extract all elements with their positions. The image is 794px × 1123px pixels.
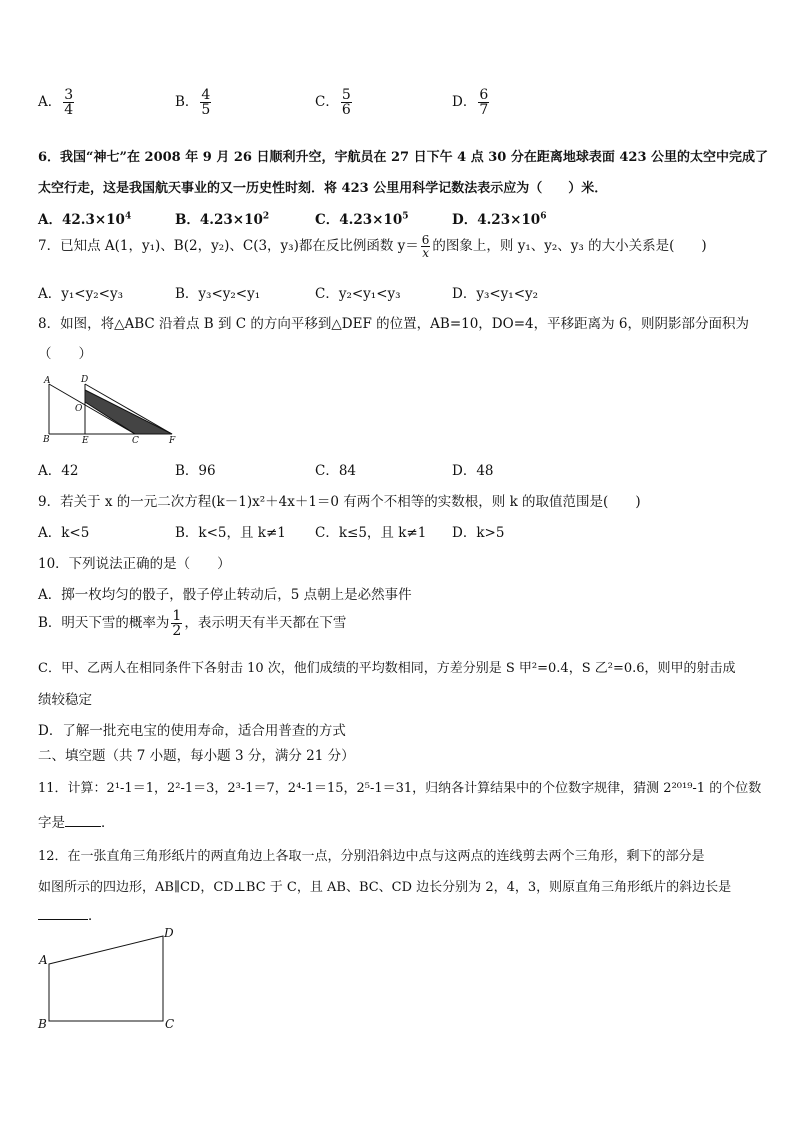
q6-option-d: D．$4.23\times 10^6$ xyxy=(452,211,547,228)
q6-stem-line2: 太空行走，这是我国航天事业的又一历史性时刻．将 423 公里用科学记数法表示应为（ ）米． xyxy=(38,181,608,196)
q8-option-b: B．96 xyxy=(175,463,216,479)
q12-stem-line1: 12．在一张直角三角形纸片的两直角边上各取一点，分别沿斜边中点与这两点的连线剪去两个三角形，剩下的部分是 xyxy=(38,849,705,864)
q8-stem-line1: 8．如图，将△ABC 沿着点 B 到 C 的方向平移到△DEF 的位置，AB=10，DO=4，平移距离为 6，则阴影部分面积为 xyxy=(38,316,749,332)
q8-stem-line2: （ ） xyxy=(38,346,92,362)
q5-option-d: D． $\frac{6}{7}$ xyxy=(452,87,489,118)
label-a: A xyxy=(39,953,48,967)
fraction: $\frac{6}{7}$ xyxy=(479,87,489,118)
label-f: F xyxy=(169,436,176,444)
q12-stem-line2: 如图所示的四边形，AB∥CD，CD⊥BC 于 C，且 AB、BC、CD 边长分别为 2，4，3，则原直角三角形纸片的斜边长是 xyxy=(38,880,732,895)
fraction: $\frac{6}{x}$ xyxy=(421,233,430,260)
q8-option-d: D．48 xyxy=(452,463,494,479)
q7-option-d: D．y₃<y₁<y₂ xyxy=(452,286,539,302)
q12-quadrilateral-figure xyxy=(36,924,184,1036)
label-c: C xyxy=(165,1017,175,1031)
q9-option-a: A．k<5 xyxy=(38,525,90,541)
q9-option-d: D．k>5 xyxy=(452,525,505,541)
fraction: $\frac{4}{5}$ xyxy=(201,87,211,118)
q7-option-c: C．y₂<y₁<y₃ xyxy=(315,286,401,302)
q5-option-c: C． $\frac{5}{6}$ xyxy=(315,87,351,118)
q10-stem: 10．下列说法正确的是（ ） xyxy=(38,556,231,572)
label-o: O xyxy=(75,404,83,414)
q7-option-a: A．y₁<y₂<y₃ xyxy=(38,286,123,302)
label-d: D xyxy=(164,926,174,940)
answer-blank xyxy=(65,826,101,827)
q8-option-a: A．42 xyxy=(38,463,79,479)
q10-option-c-line1: C．甲、乙两人在相同条件下各射击 10 次，他们成绩的平均数相同，方差分别是 S 甲²=0.4，S 乙²=0.6，则甲的射击成 xyxy=(38,661,736,676)
q6-option-b: B．$4.23\times 10^2$ xyxy=(175,211,270,228)
q8-translation-figure xyxy=(38,372,188,444)
fraction: $\frac{5}{6}$ xyxy=(341,87,351,118)
q5-option-b: B． $\frac{4}{5}$ xyxy=(175,87,211,118)
q10-option-a: A．掷一枚均匀的骰子，骰子停止转动后，5 点朝上是必然事件 xyxy=(38,587,412,603)
q8-option-c: C．84 xyxy=(315,463,357,479)
section-title: 二、填空题（共 7 小题，每小题 3 分，满分 21 分） xyxy=(38,748,355,764)
label-b: B xyxy=(43,435,50,444)
q11-stem-line1: 11．计算：2¹-1＝1，2²-1＝3，2³-1＝7，2⁴-1＝15，2⁵-1＝31，归纳各计算结果中的个位数字规律，猜测 2²⁰¹⁹-1 的个位数 xyxy=(38,781,762,796)
label-d: D xyxy=(81,375,89,385)
label-a: A xyxy=(44,376,51,386)
fraction: $\frac{3}{4}$ xyxy=(64,87,74,118)
q6-option-a: A．$42.3\times 10^4$ xyxy=(38,211,132,228)
label-b: B xyxy=(38,1017,47,1031)
label-c: C xyxy=(132,436,139,444)
q9-stem: 9．若关于 x 的一元二次方程(k－1)x²＋4x＋1＝0 有两个不相等的实数根，则 k 的取值范围是( ) xyxy=(38,494,641,510)
answer-blank xyxy=(38,919,88,920)
q5-option-a: A． $\frac{3}{4}$ xyxy=(38,87,74,118)
q6-stem-line1: 6．我国“神七”在 2008 年 9 月 26 日顺利升空，宇航员在 27 日下午 4 点 30 分在距离地球表面 423 公里的太空中完成了 xyxy=(38,150,769,165)
q11-stem-line2: 字是 ． xyxy=(38,815,115,831)
q9-option-b: B．k<5，且 k≠1 xyxy=(175,525,286,541)
q12-stem-line3: ． xyxy=(38,904,102,924)
q10-option-d: D．了解一批充电宝的使用寿命，适合用普查的方式 xyxy=(38,723,346,739)
fraction: $\frac{1}{2}$ xyxy=(172,608,182,639)
q7-option-b: B．y₃<y₂<y₁ xyxy=(175,286,261,302)
q9-option-c: C．k≤5，且 k≠1 xyxy=(315,525,427,541)
q6-option-c: C．$4.23\times 10^5$ xyxy=(315,211,409,228)
q7-stem: 7．已知点 A(1，y₁)、B(2，y₂)、C(3，y₃)都在反比例函数 y＝ $\frac{6}{x}$ 的图象上，则 y₁、y₂、y₃ 的大小关系是( ) xyxy=(38,233,707,260)
q10-option-c-line2: 绩较稳定 xyxy=(38,692,92,708)
label-e: E xyxy=(82,436,89,444)
quadrilateral-abcd xyxy=(49,936,163,1021)
q10-option-b: B．明天下雪的概率为 $\frac{1}{2}$ ，表示明天有半天都在下雪 xyxy=(38,608,347,639)
